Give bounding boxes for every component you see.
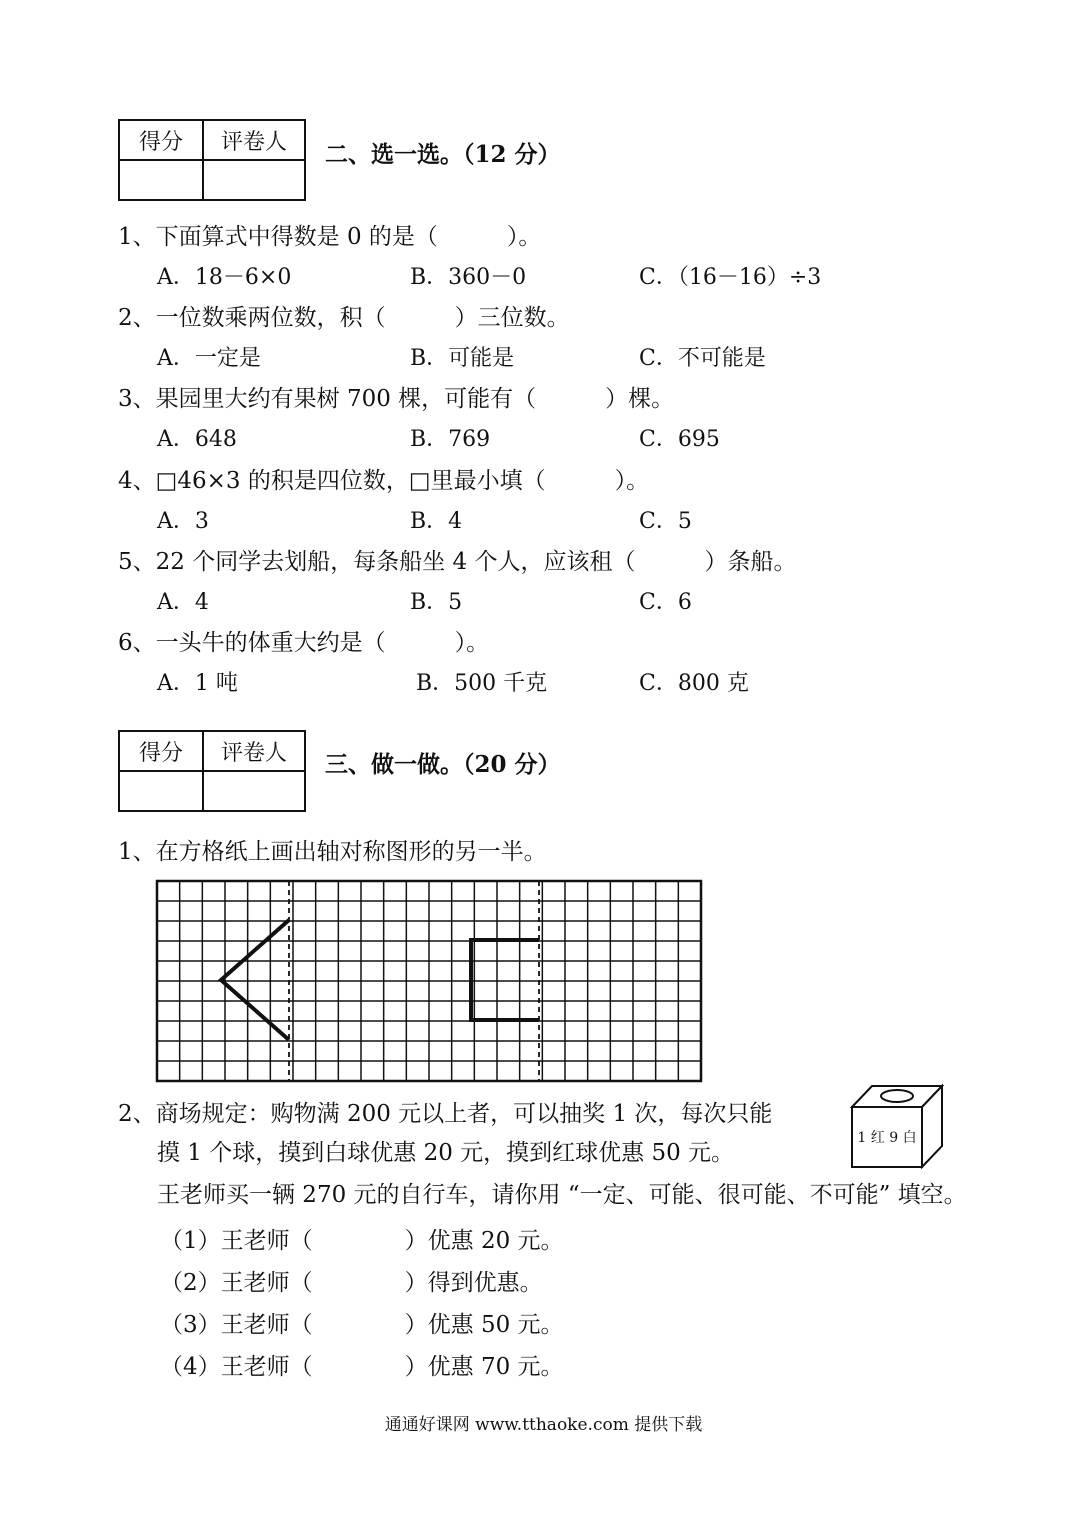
sub-question-2: （2）王老师（ ）得到优惠。 [160,1270,543,1296]
question-4: 4、□46×3 的积是四位数，□里最小填（ ）。 [118,468,650,494]
q3-option-c: C．695 [639,427,720,452]
q4-option-a: A．3 [157,509,209,534]
q3-option-a: A．648 [157,427,237,452]
q5-option-a: A．4 [157,590,209,615]
section2-title: 二、选一选。（12 分） [325,141,561,168]
symmetry-grid[interactable] [155,879,705,1085]
question-1: 1、下面算式中得数是 0 的是（ ）。 [118,224,542,250]
q4-option-c: C．5 [639,509,692,534]
section3-title: 三、做一做。（20 分） [325,751,561,778]
score-cell[interactable] [119,771,203,811]
question-5: 5、22 个同学去划船，每条船坐 4 个人，应该租（ ）条船。 [118,549,797,575]
section3-q2-line1: 2、商场规定：购物满 200 元以上者，可以抽奖 1 次，每次只能 [118,1101,773,1127]
sub-question-1: （1）王老师（ ）优惠 20 元。 [160,1228,564,1254]
q2-option-a: A．一定是 [157,346,261,371]
question-6: 6、一头牛的体重大约是（ ）。 [118,630,490,656]
q6-option-a: A．1 吨 [157,671,238,696]
half-figure-bracket [471,940,539,1020]
q2-option-c: C．不可能是 [639,346,766,371]
score-header-grader: 评卷人 [203,120,305,160]
score-table-section2 [118,119,306,201]
q3-option-b: B．769 [410,427,491,452]
q1-option-a: A．18－6×0 [157,265,292,290]
q6-option-b: B．500 千克 [416,671,548,696]
score-header-score: 得分 [119,731,203,771]
section3-q2-line2: 摸 1 个球，摸到白球优惠 20 元，摸到红球优惠 50 元。 [157,1140,735,1166]
footer: 通通好课网 www.tthaoke.com 提供下载 [384,1415,703,1435]
section3-question-1: 1、在方格纸上画出轴对称图形的另一半。 [118,839,547,865]
question-3: 3、果园里大约有果树 700 棵，可能有（ ）棵。 [118,386,675,412]
q5-option-c: C．6 [639,590,692,615]
score-header-grader: 评卷人 [203,731,305,771]
score-table-section3 [118,730,306,812]
q2-option-b: B．可能是 [410,346,515,371]
score-cell[interactable] [119,160,203,200]
q6-option-c: C．800 克 [639,671,749,696]
box-label: 1 红 9 白 [857,1130,917,1146]
grader-cell[interactable] [203,771,305,811]
sub-question-4: （4）王老师（ ）优惠 70 元。 [160,1354,564,1380]
q4-option-b: B．4 [410,509,463,534]
q1-option-c: C．（16－16）÷3 [639,265,822,290]
q5-option-b: B．5 [410,590,463,615]
half-figure-chevron [221,920,289,1040]
grader-cell[interactable] [203,160,305,200]
question-2: 2、一位数乘两位数，积（ ）三位数。 [118,305,570,331]
section3-q2-line3: 王老师买一辆 270 元的自行车，请你用 “一定、可能、很可能、不可能” 填空。 [157,1182,967,1208]
q1-option-b: B．360－0 [410,265,527,290]
sub-question-3: （3）王老师（ ）优惠 50 元。 [160,1312,564,1338]
score-header-score: 得分 [119,120,203,160]
lottery-box [848,1083,946,1171]
